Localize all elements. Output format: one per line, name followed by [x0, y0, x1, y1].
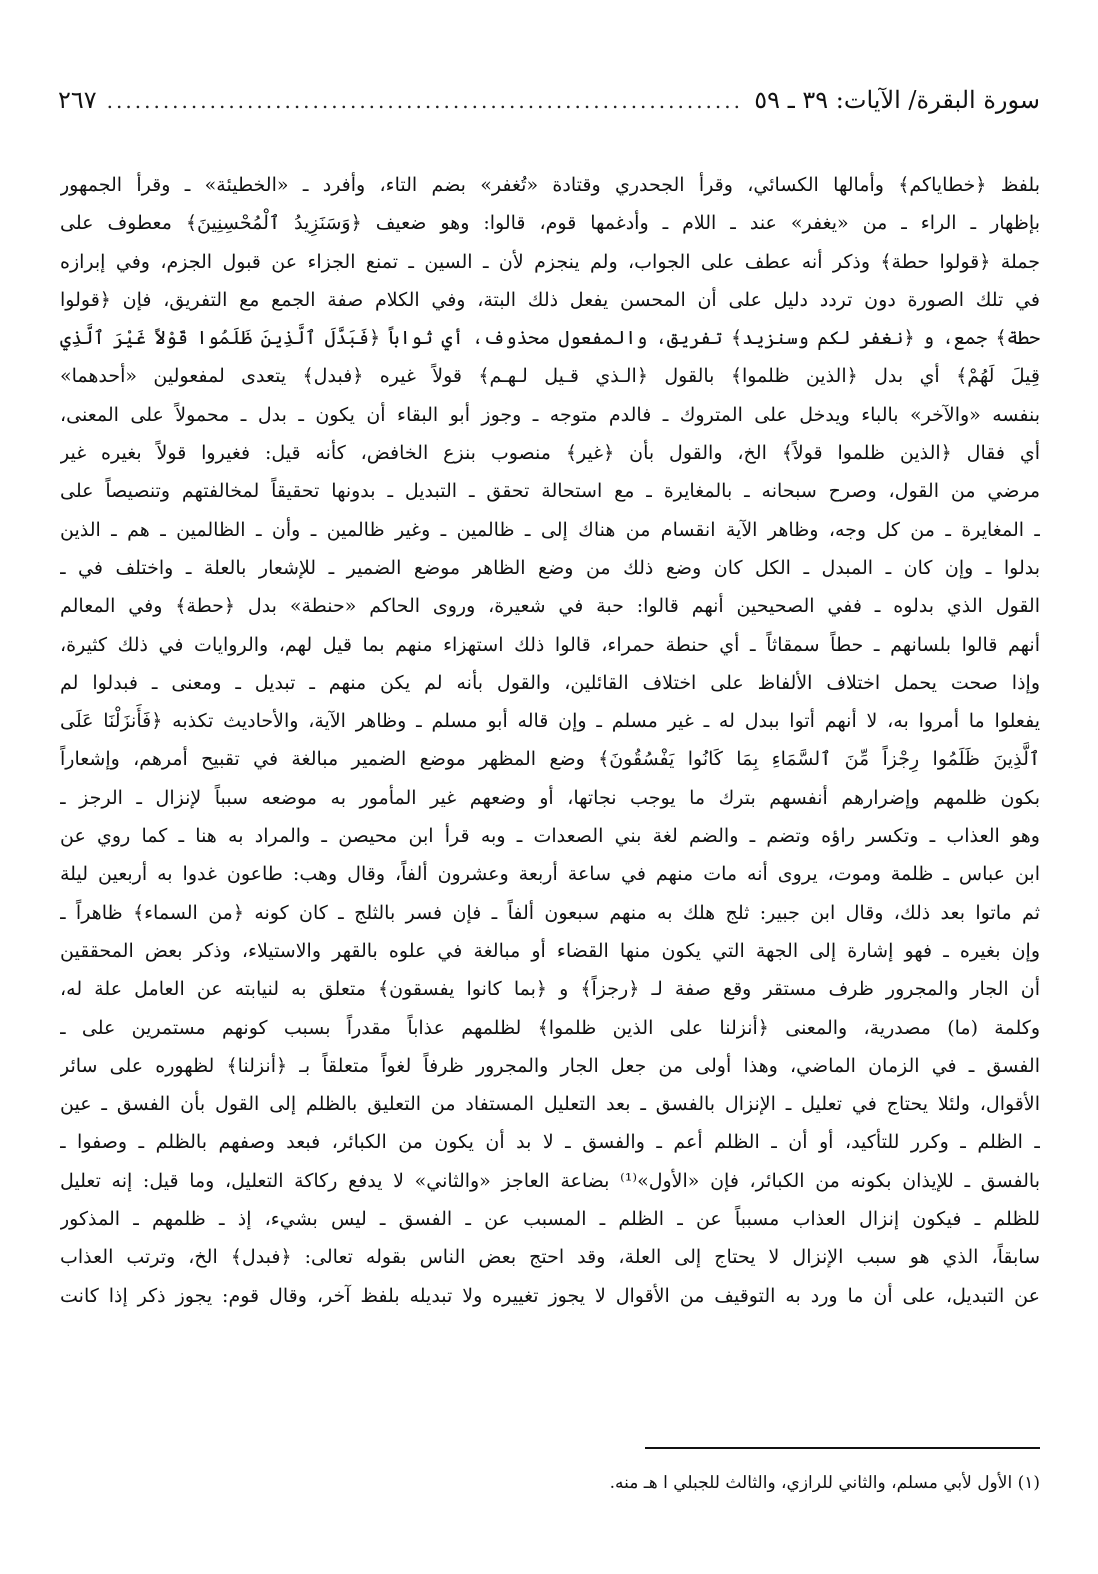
text-line: ٱلَّذِينَ ظَلَمُوا رِجْزاً مِّنَ ٱلسَّمَاءِ بِمَا كَانُوا يَفْسُقُونَ﴾ وضع المظهر موضع الضمير مبالغة في تقبيح أمرهم، وإشعاراً — [60, 748, 1040, 771]
text-line: أن الجار والمجرور ظرف مستقر وقع صفة لـ ﴿رجزاً﴾ و ﴿بما كانوا يفسقون﴾ متعلق به لنيابته عن العامل علة له، — [60, 978, 1040, 1001]
text-line: بلفظ ﴿خطاياكم﴾ وأمالها الكسائي، وقرأ الجحدري وقتادة «تُغفر» بضم التاء، وأفرد ـ «الخطيئة» ـ وقرأ الجمهور — [60, 174, 1040, 196]
text-line: بإظهار ـ الراء ـ من «يغفر» عند ـ اللام ـ وأدغمها قوم، قالوا: وهو ضعيف ﴿وَسَنَزِيدُ ٱلْمُحْسِنِينَ﴾ معطوف على — [60, 212, 1040, 235]
footnote-text: (١) الأول لأبي مسلم، والثاني للرازي، والثالث للجبلي ا هـ منه. — [609, 1473, 1040, 1493]
text-line: جملة ﴿قولوا حطة﴾ وذكر أنه عطف على الجواب، ولم ينجزم لأن ـ السين ـ تمنع الجزاء عن قبول الجزم، وفي إبرازه — [60, 250, 1040, 273]
text-line: ثم ماتوا بعد ذلك، وقال ابن جبير: ثلج هلك به منهم سبعون ألفاً ـ فإن فسر بالثلج ـ كان كونه ﴿من السماء﴾ ظاهراً ـ — [60, 901, 1040, 924]
text-line: حطة﴾ جمع، و ﴿نغفر لكم وسنزيد﴾ تفريق، والمفعول محذوف، أي ثواباً ﴿فَبَدَّلَ ٱلَّذِينَ ظَلَمُوا قَوْلاً غَيْرَ ٱلَّذِي — [60, 327, 1040, 350]
running-header — [58, 82, 1040, 118]
text-line: مرضي من القول، وصرح سبحانه ـ بالمغايرة ـ مع استحالة تحقق ـ التبديل ـ بدونها تحقيقاً لمخالفتهم وتنصيصاً على — [60, 480, 1040, 503]
text-line: بالفسق ـ للإيذان بكونه من الكبائر، فإن «الأول»⁽¹⁾ بضاعة العاجز «والثاني» لا يدفع ركاكة التعليل، وما قيل: إنه تعليل — [60, 1169, 1040, 1192]
text-line: وكلمة (ما) مصدرية، والمعنى ﴿أنزلنا على الذين ظلموا﴾ لظلمهم عذاباً مقدراً بسبب كونهم مستمرين على ـ — [60, 1016, 1040, 1039]
text-line: أي فقال ﴿الذين ظلموا قولاً﴾ الخ، والقول بأن ﴿غير﴾ منصوب بنزع الخافض، كأنه قيل: فغيروا قولاً بغيره غير — [60, 442, 1040, 465]
footnote-divider — [645, 1447, 1040, 1449]
text-line: عن التبديل، على أن ما ورد به التوقيف من الأقوال لا يجوز تغييره ولا تبديله بلفظ آخر، وقال قوم: يجوز ذكر إذا كانت — [60, 1284, 1040, 1307]
text-line: ابن عباس ـ ظلمة وموت، يروى أنه مات منهم في ساعة أربعة وعشرون ألفاً، وقال وهب: طاعون غدوا به أربعين ليلة — [60, 863, 1040, 886]
text-line: بدلوا ـ وإن كان ـ المبدل ـ الكل كان وضع ذلك من وضع الظاهر موضع الضمير ـ للإشعار بالعلة ـ واختلف في ـ — [60, 556, 1040, 579]
text-line: في تلك الصورة دون تردد دليل على أن المحسن يفعل ذلك البتة، وفي الكلام صفة الجمع مع التفريق، فإن ﴿قولوا — [60, 288, 1040, 311]
footnote — [60, 1468, 1040, 1498]
text-line: سابقاً، الذي هو سبب الإنزال لا يحتاج إلى العلة، وقد احتج بعض الناس بقوله تعالى: ﴿فبدل﴾ الخ، وترتب العذاب — [60, 1246, 1040, 1269]
text-line: الأقوال، ولئلا يحتاج في تعليل ـ الإنزال بالفسق ـ بعد التعليل المستفاد من التعليق بالظلم إلى القول بأن الفسق ـ عين — [60, 1093, 1040, 1116]
text-line: وإن بغيره ـ فهو إشارة إلى الجهة التي يكون منها القضاء أو مبالغة في علوه بالقهر والاستيلاء، وذكر بعض المحققين — [60, 939, 1040, 962]
leader-dots — [107, 83, 745, 119]
text-line: أنهم قالوا بلسانهم ـ حطاً سمقاثاً ـ أي حنطة حمراء، قالوا ذلك استهزاء منهم بما قيل لهم، والروايات في ذلك كثيرة، — [60, 633, 1040, 656]
text-line: للظلم ـ فيكون إنزال العذاب مسبباً عن ـ الظلم ـ المسبب عن ـ الفسق ـ ليس بشيء، إذ ـ ظلمهم ـ المذكور — [60, 1208, 1040, 1231]
text-line: القول الذي بدلوه ـ ففي الصحيحين أنهم قالوا: حبة في شعيرة، وروى الحاكم «حنطة» بدل ﴿حطة﴾ وفي المعالم — [60, 595, 1040, 618]
text-line: يفعلوا ما أمروا به، لا أنهم أتوا ببدل له ـ غير مسلم ـ وإن قاله أبو مسلم ـ وظاهر الآية، والأحاديث تكذبه ﴿فَأَنزَلْنَا عَلَى — [60, 710, 1040, 733]
page-number: ٢٦٧ — [58, 86, 97, 114]
text-line: بكون ظلمهم وإضرارهم أنفسهم بترك ما يوجب نجاتها، أو وضعهم غير المأمور به موضعه سبباً لإنزال ـ الرجز ـ — [60, 786, 1040, 809]
chapter-title: سورة البقرة/ الآيات: ٣٩ ـ ٥٩ — [754, 86, 1040, 114]
body-text — [60, 166, 1040, 1315]
text-line: ـ الظلم ـ وكرر للتأكيد، أو أن ـ الظلم أعم ـ والفسق ـ لا بد أن يكون من الكبائر، فبعد وصفهم بالظلم ـ وصفوا ـ — [60, 1131, 1040, 1154]
text-line: الفسق ـ في الزمان الماضي، وهذا أولى من جعل الجار والمجرور ظرفاً لغواً متعلقاً بـ ﴿أنزلنا﴾ لظهوره على سائر — [60, 1054, 1040, 1077]
text-line: وهو العذاب ـ وتكسر راؤه وتضم ـ والضم لغة بني الصعدات ـ وبه قرأ ابن محيصن ـ والمراد به هنا ـ كما روي عن — [60, 825, 1040, 848]
text-line: قِيلَ لَهُمْ﴾ أي بدل ﴿الذين ظلموا﴾ بالقول ﴿الـذي قـيل لـهـم﴾ قولاً غيره ﴿فبدل﴾ يتعدى لمفعولين «أحدهما» — [60, 365, 1040, 388]
text-line: وإذا صحت يحمل اختلاف الألفاظ على اختلاف القائلين، والقول بأنه لم يكن منهم ـ تبديل ـ ومعنى ـ فبدلوا لم — [60, 671, 1040, 694]
text-line: بنفسه «والآخر» بالباء ويدخل على المتروك ـ فالدم متوجه ـ وجوز أبو البقاء أن يكون ـ بدل ـ محمولاً على المعنى، — [60, 403, 1040, 426]
text-line: ـ المغايرة ـ من كل وجه، وظاهر الآية انقسام من هناك إلى ـ ظالمين ـ وغير ظالمين ـ وأن ـ الظالمين ـ هم ـ الذين — [60, 518, 1040, 541]
